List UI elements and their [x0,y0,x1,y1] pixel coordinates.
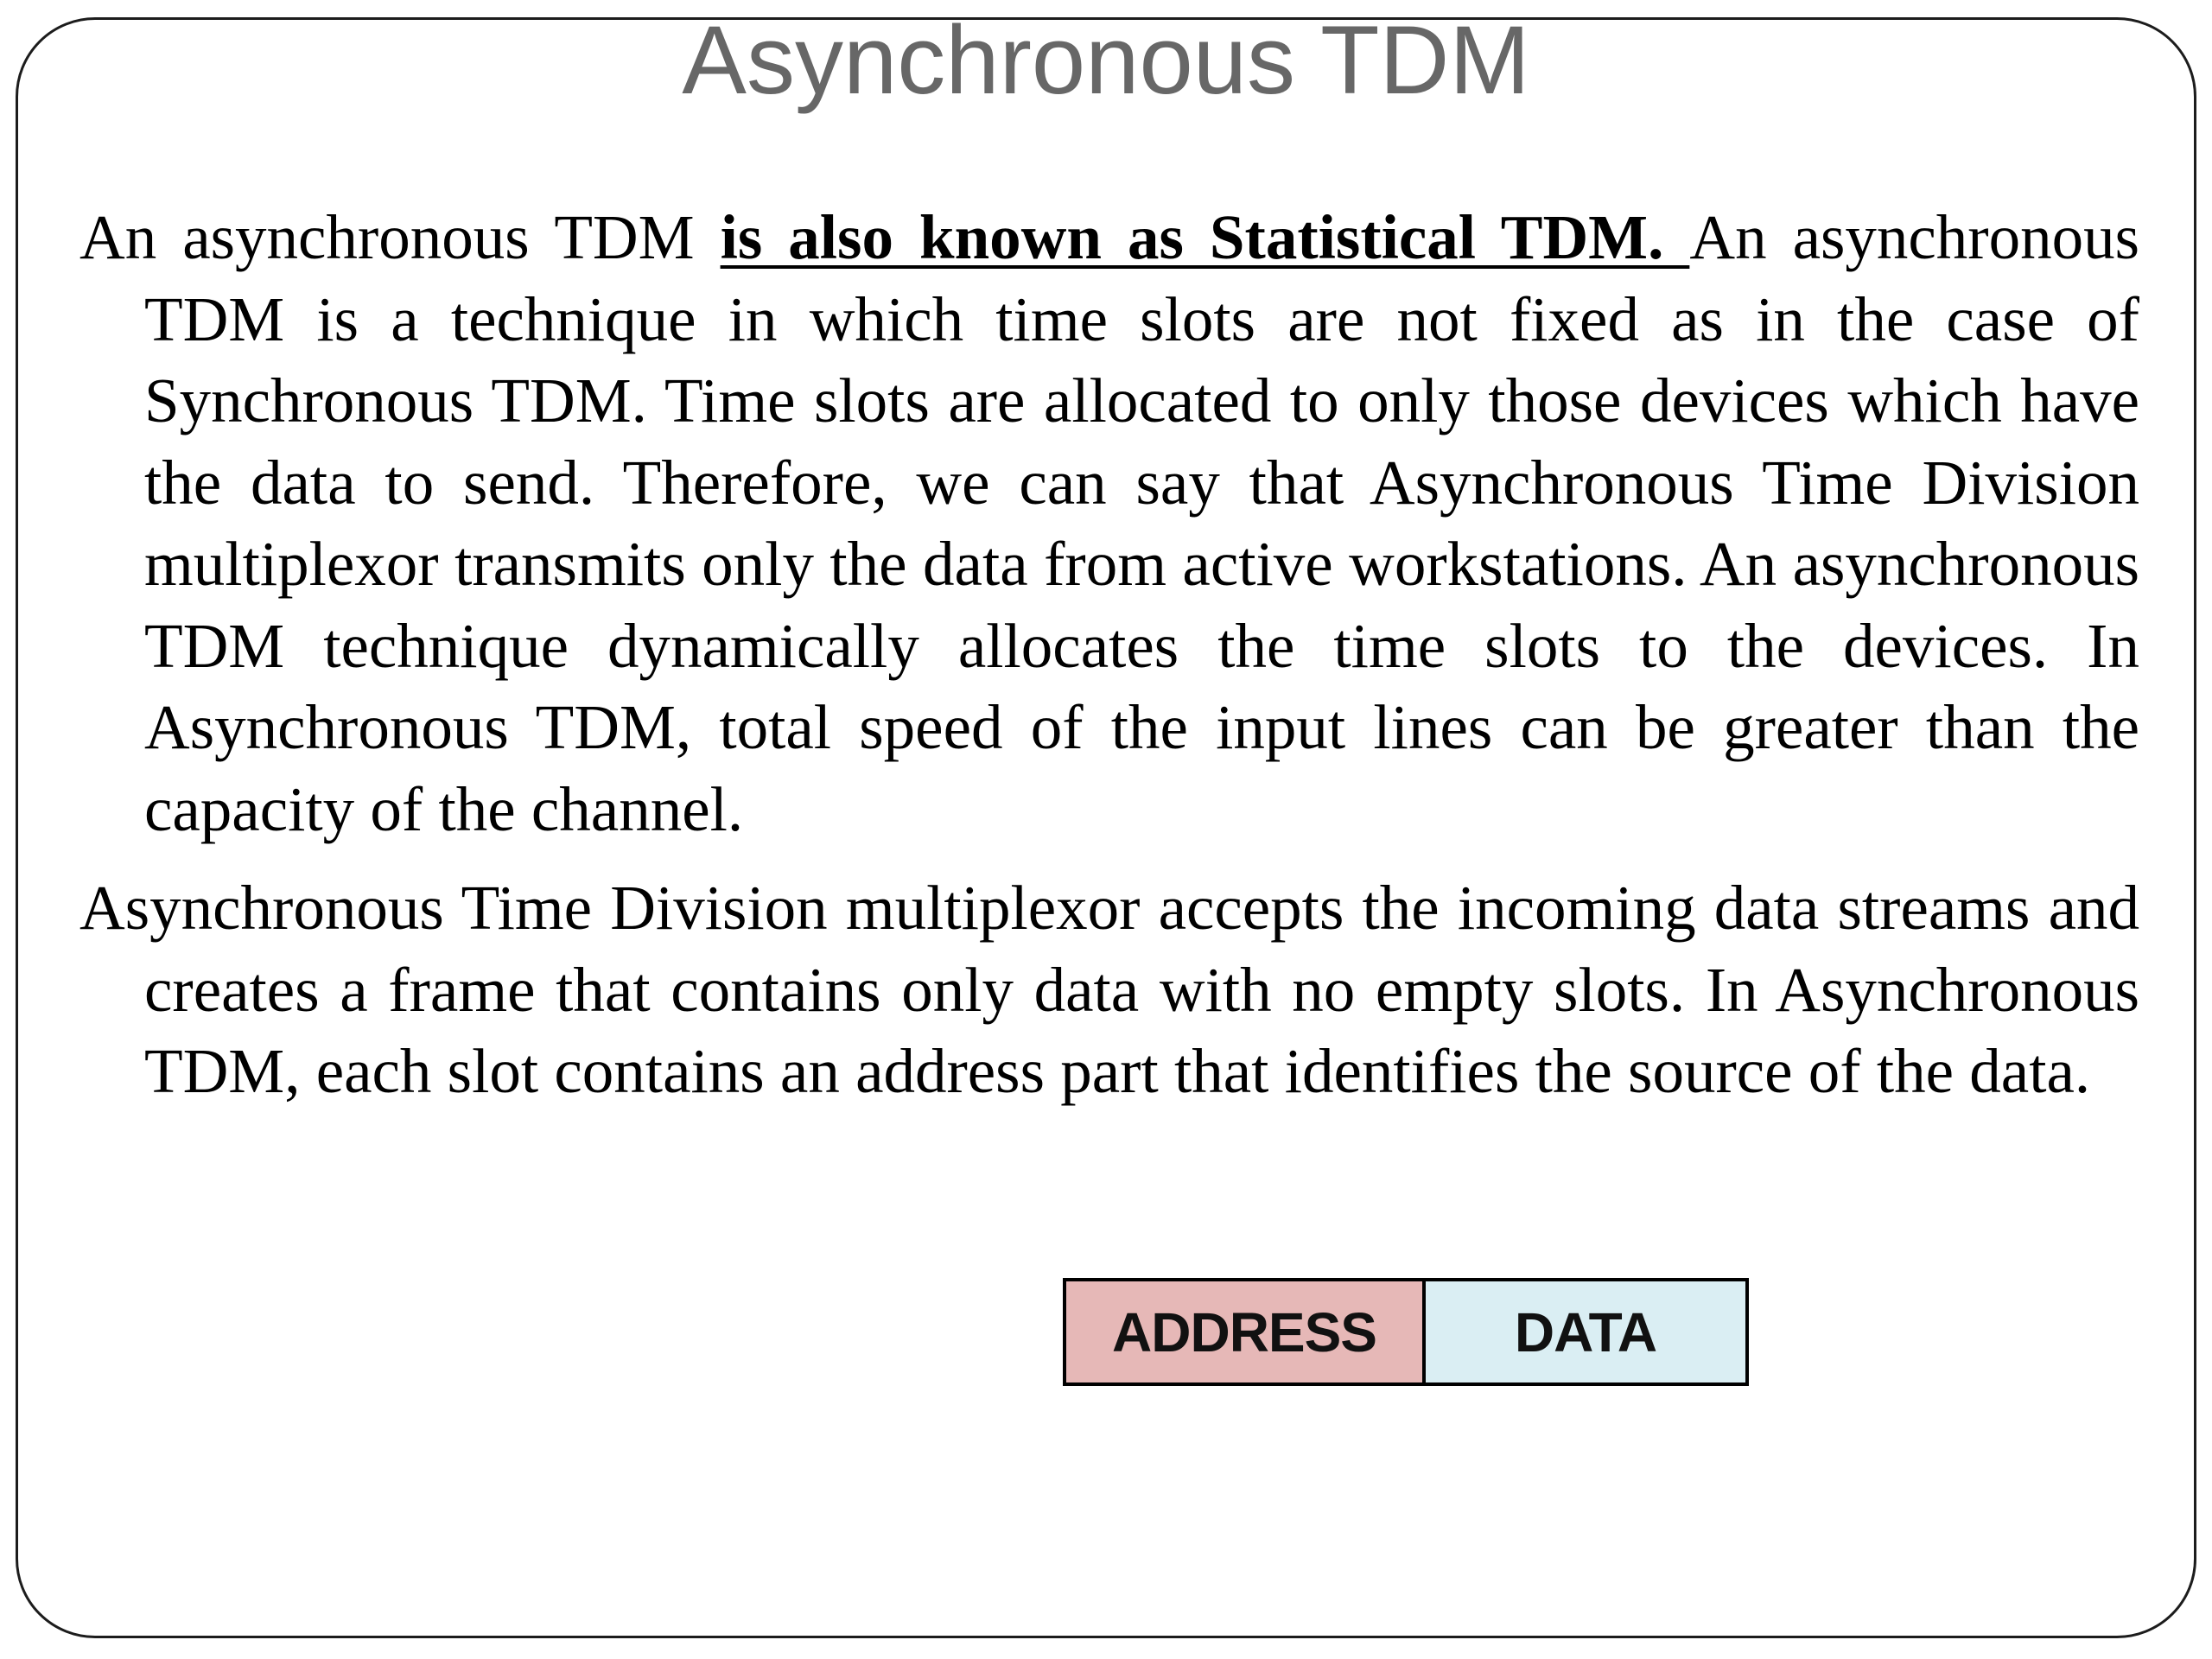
slide-title: Asynchronous TDM [682,6,1530,114]
paragraph-frame-description: Asynchronous Time Division multiplexor accepts the incoming data streams and creates a frame that contains only data with no empty slots. In Asynchronous TDM, each slot contains an address part that identifies the source of the data. [79,873,2139,1106]
address-cell: ADDRESS [1066,1281,1426,1382]
emphasis-statistical-tdm: is also known as Statistical TDM. [720,202,1690,272]
paragraph-definition [79,197,2139,850]
paragraph-rest: An asynchronous TDM is a technique in which time slots are not fixed as in the case of Synchronous TDM. Time slots are allocated to only those devices which have the data to send. Therefore, we can say that Asynchronous Time Division multiplexor transmits only the data from active workstations. An asynchronous TDM technique dynamically allocates the time slots to the devices. In Asynchronous TDM, total speed of the input lines can be greater than the capacity of the channel. [144,202,2140,844]
paragraph-lead: An asynchronous TDM [79,202,721,272]
frame-diagram [1063,1278,1749,1386]
data-cell: DATA [1426,1281,1745,1382]
slide-body [79,197,2139,1113]
